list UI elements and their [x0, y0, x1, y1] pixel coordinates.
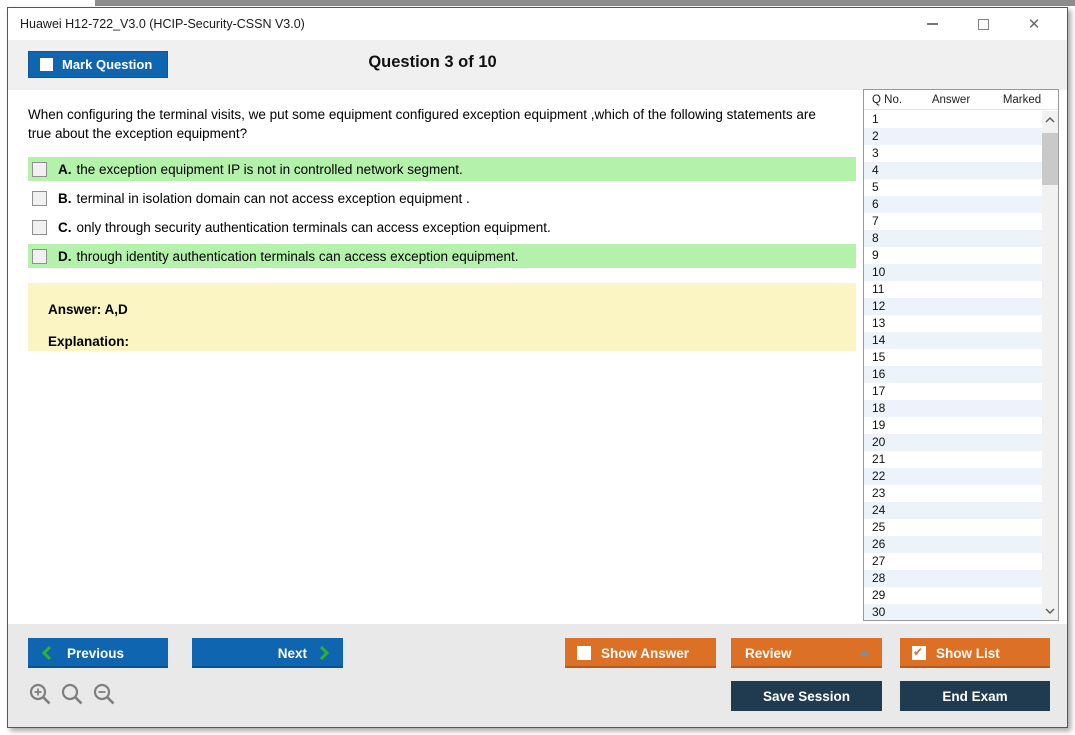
question-list-header: [864, 90, 1058, 110]
question-list-row[interactable]: 19: [872, 418, 886, 432]
show-list-button[interactable]: [900, 638, 1050, 668]
minimize-icon: [927, 23, 938, 25]
question-list-row[interactable]: 22: [864, 468, 1042, 485]
next-label: Next: [277, 645, 307, 661]
option-a-letter: A.: [58, 161, 72, 177]
answer-box: [28, 283, 856, 351]
question-list-row[interactable]: 23: [872, 486, 886, 500]
close-button[interactable]: [1027, 17, 1041, 31]
titlebar: [8, 8, 1067, 40]
question-list-row[interactable]: 6: [864, 196, 1042, 213]
question-list-row[interactable]: 3: [872, 146, 879, 160]
scroll-down-button[interactable]: [1042, 603, 1058, 619]
chevron-up-icon: [1045, 117, 1055, 123]
question-list-row[interactable]: 7: [872, 214, 879, 228]
save-session-button[interactable]: [731, 681, 882, 711]
question-list-scrollbar[interactable]: [1042, 111, 1058, 620]
mark-question-label: Mark Question: [62, 57, 153, 72]
option-row-d[interactable]: [28, 244, 856, 268]
zoom-in-icon[interactable]: [28, 682, 53, 707]
question-list-body: [864, 111, 1058, 620]
question-list-row[interactable]: 28: [864, 570, 1042, 587]
option-row-a[interactable]: [28, 157, 856, 181]
next-button[interactable]: [192, 638, 343, 668]
option-b-checkbox[interactable]: [32, 191, 47, 206]
question-list-row[interactable]: 11: [872, 282, 885, 296]
close-icon: ✕: [1027, 15, 1041, 33]
zoom-tools: [28, 682, 117, 707]
review-button[interactable]: [731, 638, 882, 668]
triangle-up-icon: [858, 649, 870, 656]
maximize-icon: [978, 19, 989, 30]
option-c-letter: C.: [58, 219, 72, 235]
question-list-rows: [864, 111, 1042, 620]
question-list-row[interactable]: 26: [864, 536, 1042, 553]
chevron-right-icon: [319, 646, 329, 660]
question-counter: Question 3 of 10: [368, 53, 497, 71]
question-list-row[interactable]: 15: [872, 350, 886, 364]
show-list-label: Show List: [936, 645, 1000, 661]
question-text: When configuring the terminal visits, we put some equipment configured exception equipment ,which of the following statements are true about the exception equipment?: [28, 107, 816, 141]
question-list-row[interactable]: 21: [872, 452, 886, 466]
option-c-checkbox[interactable]: [32, 220, 47, 235]
show-answer-checkbox[interactable]: [577, 646, 591, 660]
question-list-row[interactable]: 14: [864, 332, 1042, 349]
option-a-checkbox[interactable]: [32, 162, 47, 177]
question-area: [8, 90, 863, 624]
question-list-row[interactable]: 20: [864, 434, 1042, 451]
minimize-button[interactable]: [925, 17, 939, 31]
exam-app-window: [7, 7, 1068, 728]
scroll-up-button[interactable]: [1042, 112, 1058, 128]
window-title: Huawei H12-722_V3.0 (HCIP-Security-CSSN V3.0): [20, 17, 305, 31]
footer-bar: [8, 624, 1067, 727]
question-list-row[interactable]: 25: [872, 520, 886, 534]
option-d-text: through identity authentication terminals can access exception equipment.: [76, 248, 519, 264]
explanation-label: Explanation:: [48, 334, 130, 349]
option-d-checkbox[interactable]: [32, 249, 47, 264]
question-list-row[interactable]: 4: [864, 162, 1042, 179]
question-list-row[interactable]: 24: [864, 502, 1042, 519]
answer-label: Answer: A,D: [48, 302, 128, 317]
option-row-b[interactable]: [28, 186, 856, 210]
desktop-edge: [95, 0, 1075, 6]
option-b-text: terminal in isolation domain can not access exception equipment .: [76, 190, 470, 206]
zoom-reset-icon[interactable]: [60, 682, 85, 707]
question-list-row[interactable]: 18: [864, 400, 1042, 417]
question-list-row[interactable]: 5: [872, 180, 879, 194]
review-label: Review: [745, 645, 792, 661]
show-answer-button[interactable]: [565, 638, 716, 668]
previous-label: Previous: [67, 645, 125, 661]
question-list-row[interactable]: 12: [864, 298, 1042, 315]
question-list-row[interactable]: 10: [864, 264, 1042, 281]
option-d-letter: D.: [58, 248, 72, 264]
option-a-text: the exception equipment IP is not in controlled network segment.: [76, 161, 463, 177]
question-list-row[interactable]: 13: [872, 316, 886, 330]
option-c-text: only through security authentication terminals can access exception equipment.: [76, 219, 551, 235]
question-list-row[interactable]: 2: [864, 128, 1042, 145]
option-b-letter: B.: [58, 190, 72, 206]
end-exam-button[interactable]: [900, 681, 1050, 711]
question-list-panel: [863, 89, 1059, 621]
question-list-row[interactable]: 8: [864, 230, 1042, 247]
chevron-left-icon: [42, 646, 52, 660]
end-exam-label: End Exam: [942, 688, 1008, 704]
question-list-row[interactable]: 17: [872, 384, 886, 398]
previous-button[interactable]: [28, 638, 168, 668]
question-list-row[interactable]: 9: [872, 248, 879, 262]
show-list-checkbox[interactable]: [912, 646, 926, 660]
column-header-qno: Q No.: [872, 93, 903, 106]
question-list-row[interactable]: 30: [864, 604, 1042, 620]
header-strip: [8, 40, 1067, 90]
maximize-button[interactable]: [976, 17, 990, 31]
question-list-row[interactable]: 27: [872, 554, 886, 568]
option-row-c[interactable]: [28, 215, 856, 239]
column-header-marked: Marked: [1002, 93, 1042, 106]
column-header-answer: Answer: [931, 93, 971, 106]
question-list-row[interactable]: 29: [872, 588, 886, 602]
window-controls: [925, 8, 1041, 40]
question-list-row[interactable]: 1: [872, 112, 879, 126]
question-list-row[interactable]: 16: [864, 366, 1042, 383]
chevron-down-icon: [1045, 608, 1055, 614]
show-answer-label: Show Answer: [601, 645, 690, 661]
zoom-out-icon[interactable]: [92, 682, 117, 707]
save-session-label: Save Session: [762, 688, 851, 704]
scrollbar-thumb[interactable]: [1042, 133, 1058, 185]
